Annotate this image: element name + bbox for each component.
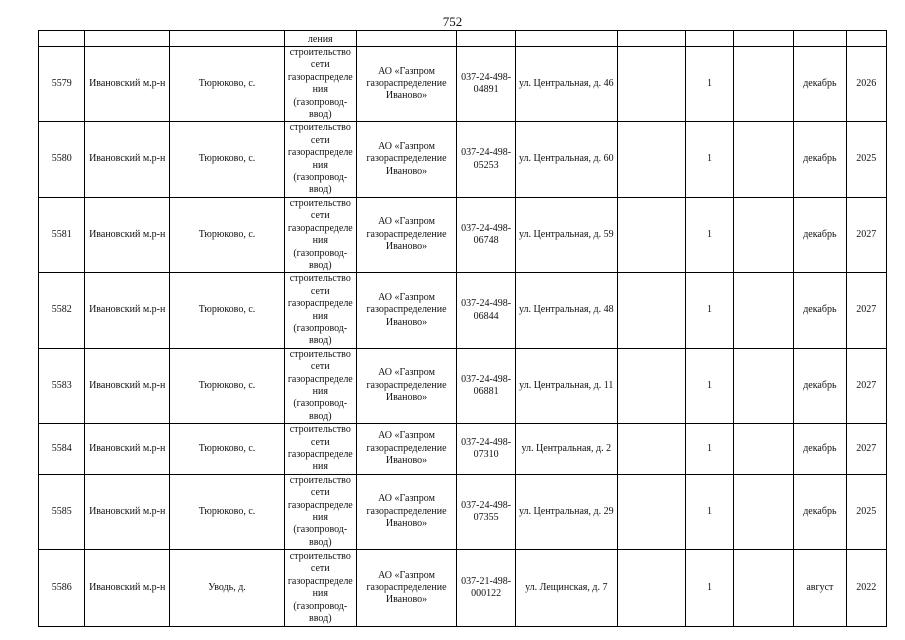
cell-extra-1 [617, 31, 686, 47]
cell-year: 2027 [846, 197, 886, 272]
cell-purpose: строительство сети газораспределения (газопровод-ввод) [285, 197, 357, 272]
table-row [39, 348, 887, 423]
cell-locality: Тюрюково, с. [170, 474, 285, 549]
cell-purpose: ления [285, 31, 357, 47]
cell-code: 037-24-498-04891 [457, 47, 515, 122]
cell-organization [356, 31, 457, 47]
table-row [39, 550, 887, 627]
cell-purpose: строительство сети газораспределения (газопровод-ввод) [285, 550, 357, 627]
cell-extra-1 [617, 348, 686, 423]
cell-year: 2027 [846, 424, 886, 475]
cell-district: Ивановский м.р-н [85, 122, 170, 197]
cell-num: 5583 [39, 348, 85, 423]
cell-num: 5584 [39, 424, 85, 475]
cell-num [39, 31, 85, 47]
registry-table [38, 30, 887, 627]
cell-address: ул. Центральная, д. 11 [515, 348, 617, 423]
cell-month: декабрь [794, 348, 846, 423]
cell-purpose: строительство сети газораспределения (газопровод-ввод) [285, 474, 357, 549]
cell-locality: Уводь, д. [170, 550, 285, 627]
cell-code [457, 31, 515, 47]
cell-locality: Тюрюково, с. [170, 197, 285, 272]
cell-extra-1 [617, 197, 686, 272]
cell-month [794, 31, 846, 47]
cell-code: 037-24-498-06844 [457, 273, 515, 348]
cell-organization: АО «Газпром газораспределение Иваново» [356, 122, 457, 197]
cell-extra-2 [733, 47, 793, 122]
cell-organization: АО «Газпром газораспределение Иваново» [356, 424, 457, 475]
cell-purpose: строительство сети газораспределения (газопровод-ввод) [285, 47, 357, 122]
cell-year: 2022 [846, 550, 886, 627]
cell-code: 037-21-498-000122 [457, 550, 515, 627]
cell-year: 2025 [846, 474, 886, 549]
cell-extra-2 [733, 273, 793, 348]
cell-quantity: 1 [686, 273, 733, 348]
cell-address: ул. Центральная, д. 59 [515, 197, 617, 272]
cell-extra-2 [733, 197, 793, 272]
cell-purpose: строительство сети газораспределения [285, 424, 357, 475]
cell-locality: Тюрюково, с. [170, 122, 285, 197]
cell-num: 5582 [39, 273, 85, 348]
continued-row [39, 31, 887, 47]
cell-month: декабрь [794, 273, 846, 348]
table-row [39, 474, 887, 549]
cell-year: 2027 [846, 348, 886, 423]
cell-purpose: строительство сети газораспределения (газопровод-ввод) [285, 348, 357, 423]
cell-address: ул. Центральная, д. 60 [515, 122, 617, 197]
cell-district: Ивановский м.р-н [85, 348, 170, 423]
cell-extra-2 [733, 474, 793, 549]
cell-code: 037-24-498-07355 [457, 474, 515, 549]
cell-code: 037-24-498-06748 [457, 197, 515, 272]
cell-month: декабрь [794, 47, 846, 122]
cell-num: 5585 [39, 474, 85, 549]
cell-locality: Тюрюково, с. [170, 348, 285, 423]
cell-district: Ивановский м.р-н [85, 424, 170, 475]
cell-year: 2025 [846, 122, 886, 197]
cell-quantity: 1 [686, 424, 733, 475]
cell-quantity: 1 [686, 474, 733, 549]
cell-address [515, 31, 617, 47]
cell-locality: Тюрюково, с. [170, 273, 285, 348]
cell-extra-2 [733, 348, 793, 423]
cell-quantity: 1 [686, 348, 733, 423]
cell-extra-2 [733, 31, 793, 47]
cell-extra-1 [617, 122, 686, 197]
cell-locality: Тюрюково, с. [170, 424, 285, 475]
cell-num: 5581 [39, 197, 85, 272]
cell-quantity [686, 31, 733, 47]
cell-extra-1 [617, 474, 686, 549]
cell-district: Ивановский м.р-н [85, 273, 170, 348]
cell-extra-1 [617, 424, 686, 475]
cell-month: декабрь [794, 197, 846, 272]
cell-quantity: 1 [686, 197, 733, 272]
cell-num: 5580 [39, 122, 85, 197]
cell-organization: АО «Газпром газораспределение Иваново» [356, 348, 457, 423]
cell-code: 037-24-498-05253 [457, 122, 515, 197]
cell-year: 2026 [846, 47, 886, 122]
cell-month: декабрь [794, 424, 846, 475]
cell-address: ул. Центральная, д. 46 [515, 47, 617, 122]
cell-year [846, 31, 886, 47]
table-row [39, 197, 887, 272]
cell-organization: АО «Газпром газораспределение Иваново» [356, 47, 457, 122]
cell-month: декабрь [794, 474, 846, 549]
table-row [39, 122, 887, 197]
table-row [39, 424, 887, 475]
cell-district: Ивановский м.р-н [85, 47, 170, 122]
cell-organization: АО «Газпром газораспределение Иваново» [356, 474, 457, 549]
cell-purpose: строительство сети газораспределения (газопровод-ввод) [285, 122, 357, 197]
cell-year: 2027 [846, 273, 886, 348]
cell-extra-1 [617, 47, 686, 122]
table-row [39, 273, 887, 348]
cell-address: ул. Центральная, д. 48 [515, 273, 617, 348]
cell-num: 5586 [39, 550, 85, 627]
cell-district: Ивановский м.р-н [85, 474, 170, 549]
page-number: 752 [442, 14, 463, 29]
cell-district: Ивановский м.р-н [85, 550, 170, 627]
cell-district [85, 31, 170, 47]
cell-extra-1 [617, 550, 686, 627]
table-row [39, 47, 887, 122]
cell-num: 5579 [39, 47, 85, 122]
cell-purpose: строительство сети газораспределения (газопровод-ввод) [285, 273, 357, 348]
cell-address: ул. Центральная, д. 2 [515, 424, 617, 475]
cell-quantity: 1 [686, 47, 733, 122]
cell-address: ул. Центральная, д. 29 [515, 474, 617, 549]
cell-code: 037-24-498-06881 [457, 348, 515, 423]
cell-address: ул. Лещинская, д. 7 [515, 550, 617, 627]
cell-month: август [794, 550, 846, 627]
cell-organization: АО «Газпром газораспределение Иваново» [356, 197, 457, 272]
cell-code: 037-24-498-07310 [457, 424, 515, 475]
cell-extra-2 [733, 424, 793, 475]
cell-district: Ивановский м.р-н [85, 197, 170, 272]
cell-month: декабрь [794, 122, 846, 197]
cell-organization: АО «Газпром газораспределение Иваново» [356, 273, 457, 348]
cell-quantity: 1 [686, 550, 733, 627]
cell-quantity: 1 [686, 122, 733, 197]
cell-extra-2 [733, 122, 793, 197]
cell-extra-1 [617, 273, 686, 348]
cell-locality: Тюрюково, с. [170, 47, 285, 122]
cell-organization: АО «Газпром газораспределение Иваново» [356, 550, 457, 627]
cell-extra-2 [733, 550, 793, 627]
cell-locality [170, 31, 285, 47]
